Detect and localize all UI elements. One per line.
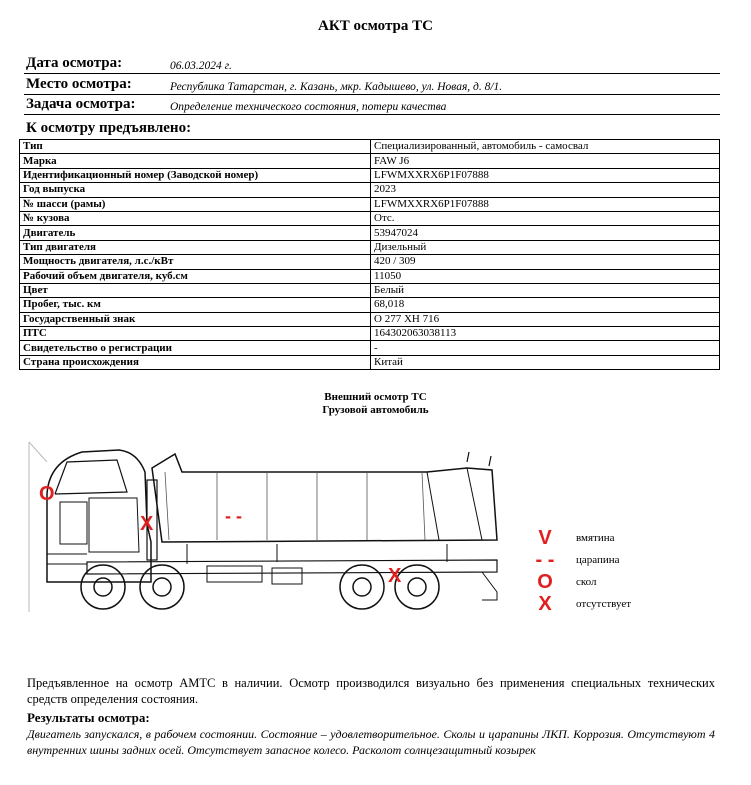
task-label: Задача осмотра: bbox=[26, 96, 136, 112]
spec-row bbox=[20, 298, 720, 312]
spec-value: - bbox=[371, 341, 720, 355]
date-row bbox=[24, 53, 720, 74]
legend-text: царапина bbox=[576, 554, 620, 566]
spec-row bbox=[20, 226, 720, 240]
spec-value: 53947024 bbox=[371, 226, 720, 240]
spec-key: Страна происхождения bbox=[20, 355, 371, 369]
document-title: АКТ осмотра ТС bbox=[318, 18, 433, 34]
truck-wheels bbox=[81, 565, 439, 609]
spec-row bbox=[20, 154, 720, 168]
inspection-paragraph: Предъявленное на осмотр АМТС в наличии. Осмотр производился визуально без применения специальных технических средств определения состояния. bbox=[27, 676, 715, 706]
spec-key: Мощность двигателя, л.с./кВт bbox=[20, 255, 371, 269]
spec-row bbox=[20, 355, 720, 369]
spec-value: 420 / 309 bbox=[371, 255, 720, 269]
mark-missing-visor: X bbox=[140, 513, 154, 535]
external-title-line1: Внешний осмотр ТС bbox=[324, 391, 427, 403]
spec-row bbox=[20, 312, 720, 326]
spec-value: Белый bbox=[371, 283, 720, 297]
spec-value: Китай bbox=[371, 355, 720, 369]
spec-key: Тип bbox=[20, 140, 371, 154]
legend-symbol: O bbox=[537, 571, 553, 593]
spec-row bbox=[20, 341, 720, 355]
spec-row bbox=[20, 168, 720, 182]
spec-value: LFWMXXRX6P1F07888 bbox=[371, 168, 720, 182]
spec-value: LFWMXXRX6P1F07888 bbox=[371, 197, 720, 211]
spec-row bbox=[20, 211, 720, 225]
spec-row bbox=[20, 240, 720, 254]
legend-text: скол bbox=[576, 576, 597, 588]
spec-value: 68,018 bbox=[371, 298, 720, 312]
spec-key: Свидетельство о регистрации bbox=[20, 341, 371, 355]
spec-value: Дизельный bbox=[371, 240, 720, 254]
results-text: Двигатель запускался, в рабочем состоянии. Состояние – удовлетворительное. Сколы и царапины ЛКП. Коррозия. Отсутствуют 4 внутренних шины задних осей. Отсутствует запасное колесо. Расколот солнцезащитный козырек bbox=[27, 727, 715, 757]
spec-row bbox=[20, 327, 720, 341]
mark-missing-tires: X bbox=[388, 565, 402, 587]
task-value: Определение технического состояния, потери качества bbox=[170, 101, 447, 113]
results-title: Результаты осмотра: bbox=[27, 710, 150, 725]
legend-text: отсутствует bbox=[576, 598, 632, 610]
external-title-line2: Грузовой автомобиль bbox=[322, 404, 429, 416]
legend-symbol: V bbox=[538, 527, 552, 549]
place-label: Место осмотра: bbox=[26, 76, 132, 92]
spec-value: Специализированный, автомобиль - самосвал bbox=[371, 140, 720, 154]
spec-value: О 277 ХН 716 bbox=[371, 312, 720, 326]
external-inspection-title bbox=[0, 391, 751, 417]
place-value: Республика Татарстан, г. Казань, мкр. Кадышево, ул. Новая, д. 8/1. bbox=[170, 81, 503, 93]
legend-text: вмятина bbox=[576, 532, 615, 544]
spec-value: 2023 bbox=[371, 183, 720, 197]
spec-value: 11050 bbox=[371, 269, 720, 283]
spec-row bbox=[20, 255, 720, 269]
legend-symbol: - - bbox=[535, 549, 555, 571]
spec-key: Цвет bbox=[20, 283, 371, 297]
date-label: Дата осмотра: bbox=[26, 55, 123, 71]
spec-row bbox=[20, 183, 720, 197]
spec-key: ПТС bbox=[20, 327, 371, 341]
spec-key: Тип двигателя bbox=[20, 240, 371, 254]
spec-key: Рабочий объем двигателя, куб.см bbox=[20, 269, 371, 283]
spec-value: Отс. bbox=[371, 211, 720, 225]
place-row bbox=[24, 74, 720, 95]
task-row bbox=[24, 94, 720, 115]
spec-row bbox=[20, 197, 720, 211]
spec-row bbox=[20, 140, 720, 154]
spec-key: Идентификационный номер (Заводской номер) bbox=[20, 168, 371, 182]
mark-scratch-body: - - bbox=[225, 506, 242, 526]
spec-key: Государственный знак bbox=[20, 312, 371, 326]
spec-key: Пробег, тыс. км bbox=[20, 298, 371, 312]
spec-table bbox=[19, 139, 720, 370]
spec-key: № шасси (рамы) bbox=[20, 197, 371, 211]
spec-row bbox=[20, 269, 720, 283]
truck-dump-body bbox=[152, 454, 497, 542]
spec-key: Год выпуска bbox=[20, 183, 371, 197]
legend-symbol: X bbox=[538, 593, 552, 615]
truck-diagram bbox=[27, 432, 527, 617]
mark-chip-cab: O bbox=[39, 483, 55, 505]
section-title: К осмотру предъявлено: bbox=[26, 120, 192, 136]
spec-key: Двигатель bbox=[20, 226, 371, 240]
spec-key: № кузова bbox=[20, 211, 371, 225]
date-value: 06.03.2024 г. bbox=[170, 60, 232, 72]
spec-value: FAW J6 bbox=[371, 154, 720, 168]
spec-value: 164302063038113 bbox=[371, 327, 720, 341]
spec-row bbox=[20, 283, 720, 297]
spec-key: Марка bbox=[20, 154, 371, 168]
